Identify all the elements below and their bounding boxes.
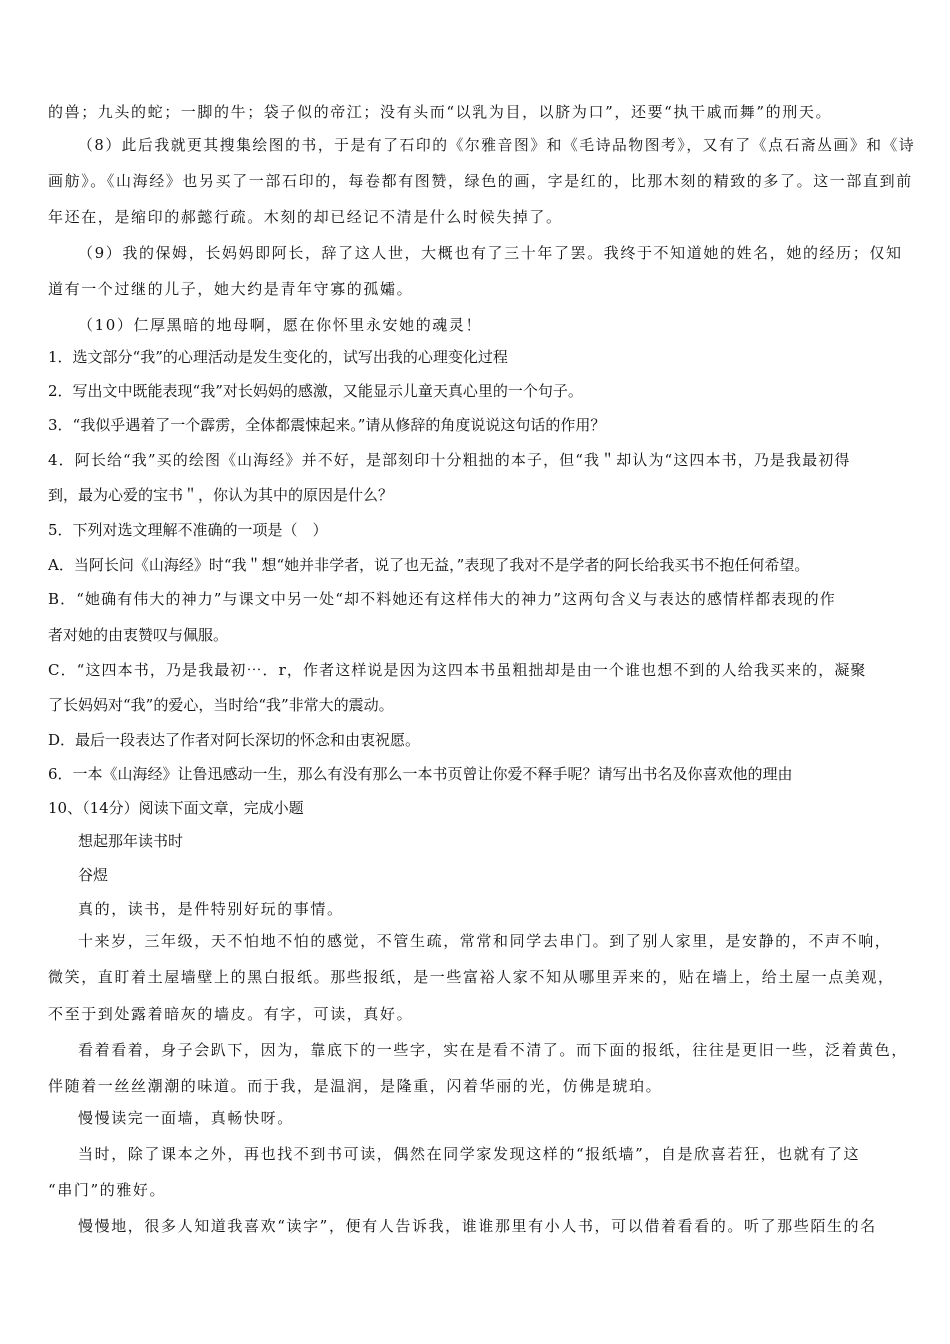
question-2: 2．写出文中既能表现“我”对长妈妈的感激，又能显示儿童天真心里的一个句子。	[48, 382, 583, 400]
text-line: （8）此后我就更其搜集绘图的书，于是有了石印的《尔雅音图》和《毛诗品物图考》，又有了《点石斋丛画》和《诗	[78, 136, 916, 154]
option-d: D．最后一段表达了作者对阿长深切的怀念和由衷祝愿。	[48, 731, 421, 749]
text-line: 十来岁，三年级，天不怕地不怕的感觉，不管生疏，常常和同学去串门。到了别人家里，是安静的，不声不响，	[78, 932, 892, 950]
text-line: 了长妈妈对“我”的爱心，当时给“我”非常大的震动。	[48, 696, 394, 714]
text-line: （9）我的保姆，长妈妈即阿长，辞了这人世，大概也有了三十年了罢。我终于不知道她的姓名，她的经历；仅知	[78, 244, 903, 262]
article-author: 谷煜	[78, 866, 109, 884]
option-a: A．当阿长问《山海经》时“我＂想“她并非学者，说了也无益，”表现了我对不是学者的阿长给我买书不抱任何希望。	[48, 556, 810, 574]
text-line: 画舫》。《山海经》也另买了一部石印的，每卷都有图赞，绿色的画，字是红的，比那木刻的精致的多了。这一部直到前	[48, 172, 913, 190]
question-4: 4．阿长给“我”买的绘图《山海经》并不好，是部刻印十分粗拙的本子，但“我＂却认为“这四本书，乃是我最初得	[48, 451, 851, 469]
text-line: 微笑，直盯着土屋墙壁上的黑白报纸。那些报纸，是一些富裕人家不知从哪里弄来的，贴在墙上，给土屋一点美观，	[48, 968, 895, 986]
section-heading: 10、（14分）阅读下面文章，完成小题	[48, 799, 304, 817]
text-line: 看着看着，身子会趴下，因为，靠底下的一些字，实在是看不清了。而下面的报纸，往往是更旧一些，泛着黄色，	[78, 1041, 909, 1059]
text-line: 者对她的由衷赞叹与佩服。	[48, 626, 229, 644]
text-line: （10）仁厚黑暗的地母啊，愿在你怀里永安她的魂灵！	[78, 316, 483, 334]
text-line: 真的，读书，是件特别好玩的事情。	[78, 900, 344, 918]
option-b: B．“她确有伟大的神力”与课文中另一处“却不料她还有这样伟大的神力”这两句含义与表达的感情样都表现的作	[48, 590, 836, 608]
text-line: 道有一个过继的儿子，她大约是青年守寡的孤孀。	[48, 280, 414, 298]
question-1: 1．选文部分“我”的心理活动是发生变化的，试写出我的心理变化过程	[48, 348, 508, 366]
text-line: 的兽；九头的蛇；一脚的牛；袋子似的帝江；没有头而“以乳为目，以脐为口”，还要“执干戚而舞”的刑天。	[48, 103, 833, 121]
question-3: 3．“我似乎遇着了一个霹雳，全体都震悚起来。”请从修辞的角度说说这句话的作用？	[48, 416, 606, 434]
option-c: C．“这四本书，乃是我最初⋯．r，作者这样说是因为这四本书虽粗拙却是由一个谁也想不到的人给我买来的，凝聚	[48, 661, 867, 679]
question-6: 6．一本《山海经》让鲁迅感动一生，那么有没有那么一本书页曾让你爱不释手呢？请写出书名及你喜欢他的理由	[48, 765, 793, 783]
article-title: 想起那年读书时	[78, 832, 184, 850]
text-line: 慢慢读完一面墙，真畅快呀。	[78, 1109, 294, 1127]
text-line: 慢慢地，很多人知道我喜欢“读字”，便有人告诉我，谁谁那里有小人书，可以借着看看的。听了那些陌生的名	[78, 1217, 877, 1235]
text-line: 当时，除了课本之外，再也找不到书可读，偶然在同学家发现这样的“报纸墙”，自是欣喜若狂，也就有了这	[78, 1145, 861, 1163]
text-line: 伴随着一丝丝潮潮的味道。而于我，是温润，是隆重，闪着华丽的光，仿佛是琥珀。	[48, 1077, 663, 1095]
text-line: “串门”的雅好。	[48, 1181, 167, 1199]
question-5: 5．下列对选文理解不准确的一项是（ ）	[48, 521, 328, 539]
text-line: 年还在，是缩印的郝懿行疏。木刻的却已经记不清是什么时候失掉了。	[48, 208, 563, 226]
text-line: 到，最为心爱的宝书＂，你认为其中的原因是什么？	[48, 486, 394, 504]
text-line: 不至于到处露着暗灰的墙皮。有字，可读，真好。	[48, 1005, 414, 1023]
